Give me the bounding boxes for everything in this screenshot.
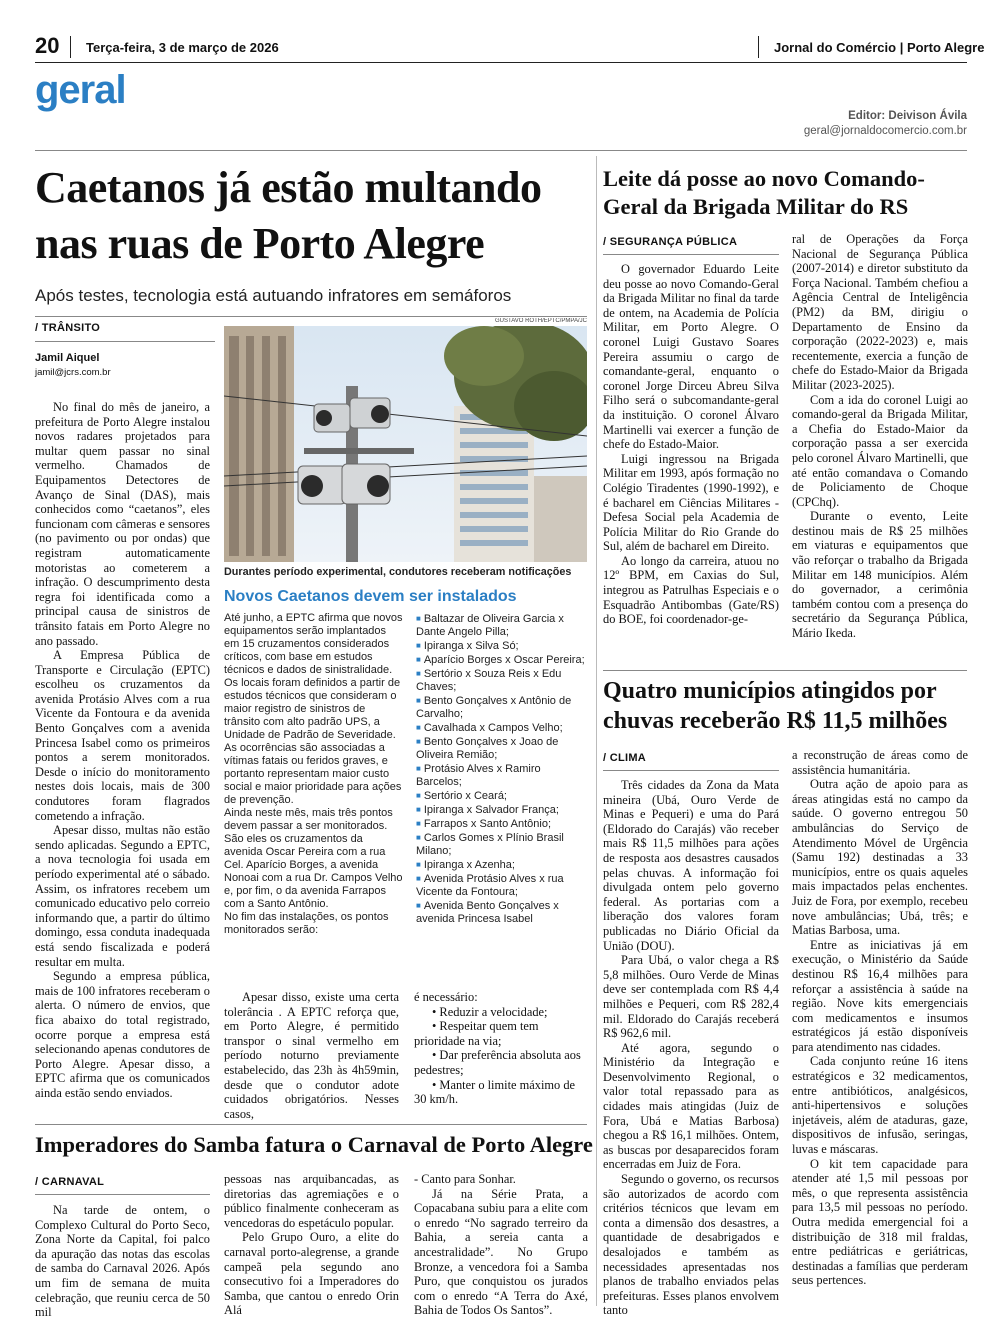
paragraph: Apesar disso, multas não estão sendo aplicadas. Segundo a EPTC, a nova tecnologia foi usada em período experimental até o sábado. Assim, os infratores recebem um comunicado educativo pelo correio informando que, a partir do último domingo, essa conduta inadequada está sendo fiscalizada e poderá resultar em multa. [35, 823, 210, 969]
paragraph: Ao longo da carreira, atuou no 12º BPM, em Caxias do Sul, integrou as Patrulhas Especiais e o Esquadrão Antibombas (Gate/RS) do BOE, foi coordenador-ge- [603, 553, 779, 627]
chuvas-top-rule [603, 670, 967, 671]
paragraph: Luigi ingressou na Brigada Militar em 1993, após formação no Colégio Tiradentes (1990-1992), e é bacharel em Ciências Militares - Defesa Social pela Academia de Polícia Militar do Rio Grande do Sul, além de bacharel em Direito. [603, 451, 779, 554]
subheadline-rule [35, 316, 587, 317]
bullet-item: • Manter o limite máximo de 30 km/h. [414, 1077, 576, 1107]
paragraph: Para Ubá, o valor chega a R$ 5,8 milhões. Ouro Verde de Minas deve ser contemplada com R$ 4,4 milhões e Pequeri, com R$ 282,4 mil. Eldorado do Carajás receberá R$ 962,6 mil. [603, 953, 779, 1041]
tag-rule [35, 341, 215, 342]
bullet-item: • Respeitar quem tem prioridade na via; [414, 1019, 539, 1048]
box-paragraph: Até junho, a EPTC afirma que novos equipamentos serão implantados em 15 cruzamentos considerados críticos, com base em estudos técnicos e dados de sinistralidade. Os locais foram definidos a partir de estudos técnicos que consideram o maior registro de sinistros de trânsito com alto padrão UPS, a Unidade de Padrão de Severidade. [224, 612, 403, 741]
paragraph: Cada conjunto reúne 16 itens estratégicos e 32 medicamentos, entre antibióticos, analgésicos, anti-hipertensivos e soluções injetáveis, além de ataduras, gaze, dispositivos de infusão, seringas, luvas e máscaras. [792, 1054, 968, 1157]
list-item: ■ Avenida Protásio Alves x rua Vicente da Fontoura; [416, 872, 588, 899]
main-subheadline: Após testes, tecnologia está autuando infratores em semáforos [35, 286, 512, 305]
paragraph: A Empresa Pública de Transporte e Circulação (EPTC) escolheu os cruzamentos da avenida Protásio Alves com a rua Vicente da Fontoura e da avenida Bento Gonçalves com a avenida Princesa Isabel como os primeiros pontos a serem monitorados. Desde o início do monitoramento nestes dois locais, mais de 300 condutores foram flagrados cometendo a infração. [35, 648, 210, 823]
list-item: ■ Avenida Bento Gonçalves x avenida Princesa Isabel [416, 899, 588, 926]
section-title: geral [35, 68, 126, 112]
list-item: ■ Bento Gonçalves x Antônio de Carvalho; [416, 694, 588, 721]
paragraph: ral de Operações da Força Nacional de Segurança Pública (2007-2014) e diretor substituto da Força Nacional. Também chefiou a Agência Central de Inteligência (PM2) da BM, dirigiu o Departamento de Ensino da corporação (2022-2023) e, mais recentemente, exercia a função de chefe do Estado-Maior da Brigada Militar (2023-2025). [792, 232, 968, 392]
section-rule [35, 150, 967, 151]
chuvas-tag: / CLIMA [603, 752, 647, 764]
brigada-headline-line2: Geral da Brigada Militar do RS [603, 194, 909, 219]
paragraph: Pelo Grupo Ouro, a elite do carnaval porto-alegrense, a grande campeã pela segundo ano consecutivo foi a Imperadores do Samba, que cantou o enredo Orin Alá [224, 1230, 399, 1318]
traffic-camera-illustration [224, 326, 587, 562]
header-rule [35, 62, 967, 63]
list-item: ■ Ipiranga x Azenha; [416, 858, 588, 872]
photo-caption: Durantes período experimental, condutores receberam notificações [224, 566, 572, 578]
page-date: Terça-feira, 3 de março de 2026 [86, 40, 279, 55]
list-item: ■ Aparício Borges x Oscar Pereira; [416, 653, 588, 667]
box-column-right [416, 612, 588, 926]
author-name: Jamil Aiquel [35, 352, 100, 364]
paragraph: O kit tem capacidade para atender até 1,5 mil pessoas por mês, o que representa assistência para 13,5 mil pessoas no período. Outra medida emergencial foi a distribuição de 318 mil fraldas, entre pediátricas e geriátricas, destinadas a famílias que perderam seus pertences. [792, 1156, 968, 1288]
list-item: ■ Ipiranga x Salvador França; [416, 803, 588, 817]
samba-column-2 [224, 1172, 399, 1318]
box-paragraph: As ocorrências são associadas a vítimas fatais ou feridos graves, e portanto representam maior custo social e maior prioridade para ações de prevenção. [224, 742, 402, 806]
traffic-camera-photo [224, 326, 587, 562]
list-item: ■ Sertório x Ceará; [416, 789, 588, 803]
editor-email: geral@jornaldocomercio.com.br [803, 125, 967, 137]
samba-column-1 [35, 1203, 210, 1320]
samba-column-3 [414, 1172, 588, 1318]
list-item: ■ Protásio Alves x Ramiro Barcelos; [416, 762, 588, 789]
chuvas-column-2 [792, 748, 968, 1288]
chuvas-headline-line1: Quatro municípios atingidos por [603, 678, 937, 704]
bullet-item: • Dar preferência absoluta aos pedestres; [414, 1048, 581, 1077]
paragraph: Três cidades da Zona da Mata mineira (Ubá, Ouro Verde de Minas e Pequeri) e uma do Pará (Eldorado do Carajás) vão receber mais R$ 11,5 milhões para ações de resposta aos desastres causados pelas chuvas. A informação foi divulgada ontem pelo governo federal. As portarias com a liberação dos valores foram publicadas no Diário Oficial da União (DOU). [603, 778, 779, 953]
samba-tag: / CARNAVAL [35, 1176, 105, 1188]
brigada-tag: / SEGURANÇA PÚBLICA [603, 236, 738, 248]
paragraph: Segundo a empresa pública, mais de 100 infratores receberam o alerta. O número de envios, que fica abaixo do total registrado, ocorre porque a empresa está selecionando apenas condutores de Porto Alegre. Apesar disso, a EPTC afirma que os comunicados ainda estão sendo enviados. [35, 969, 210, 1100]
chuvas-column-1 [603, 778, 779, 1318]
paragraph: O governador Eduardo Leite deu posse ao novo Comando-Geral da Brigada Militar no final da tarde de ontem, na Academia de Polícia Militar, em Porto Alegre. O coronel Luigi Gustavo Soares Pereira assumiu o cargo de comandante-geral, enquanto o coronel Jorge Dirceu Abreu Silva Filho será o subcomandante-geral da instituição. O coronel Álvaro Martinelli vai exercer a função de chefe do Estado-Maior. [603, 262, 779, 452]
main-article-column-2 [224, 990, 399, 1121]
column-divider [596, 156, 597, 1306]
publication-name: Jornal do Comércio | Porto Alegre [774, 40, 985, 55]
main-article-column-3 [414, 990, 588, 1107]
main-headline-line2: nas ruas de Porto Alegre [35, 219, 485, 268]
paragraph: - Canto para Sonhar. [414, 1172, 516, 1186]
samba-tag-rule [35, 1194, 210, 1195]
list-item: ■ Cavalhada x Campos Velho; [416, 721, 588, 735]
header-divider-vertical [758, 36, 759, 58]
brigada-column-2 [792, 232, 968, 641]
paragraph: Com a ida do coronel Luigi ao comando-geral da Brigada Militar, a Chefia do Estado-Maior da corporação passa a ser exercida pelo coronel Álvaro Martinelli, que até então comandava o Comando de Policiamento de Choque (CPChq). [792, 392, 968, 509]
bullet-item: • Reduzir a velocidade; [432, 1004, 548, 1019]
box-paragraph: Ainda neste mês, mais três pontos devem passar a ser monitorados. São eles os cruzamentos da avenida Oscar Pereira com a rua Cel. Aparício Borges, a avenida Nonoai com a rua Dr. Campos Velho e, por fim, o da avenida Farrapos com a Santo Antônio. [224, 807, 403, 910]
list-item: ■ Bento Gonçalves x Joao de Oliveira Remião; [416, 735, 588, 762]
list-item: ■ Farrapos x Santo Antônio; [416, 817, 588, 831]
paragraph: No final do mês de janeiro, a prefeitura de Porto Alegre instalou novos radares projetados para multar quem passar no sinal vermelho. Chamados de Equipamentos Detectores de Avanço de Sinal (DAS), mais conhecidos como “caetanos”, eles funcionam com câmeras e sensores (no pavimento ou por ondas) que registram automaticamente motoristas ao cometerem a infração. O descumprimento desta regra foi identificada como a principal causa de sinistros de trânsito fatais em Porto Alegre no ano passado. [35, 400, 210, 648]
list-item: ■ Ipiranga x Silva Só; [416, 639, 588, 653]
samba-top-rule [35, 1124, 587, 1125]
paragraph: Entre as iniciativas já em execução, o Ministério da Saúde destinou R$ 16,4 milhões para reforçar a assistência à saúde na região. Nove kits emergenciais com medicamentos e insumos estratégicos já estão disponíveis para atendimento nas cidades. [792, 937, 968, 1054]
chuvas-headline-line2: chuvas receberão R$ 11,5 milhões [603, 708, 948, 734]
header-divider-vertical [70, 36, 71, 58]
box-column-left [224, 612, 404, 937]
chuvas-tag-rule [603, 770, 779, 771]
brigada-column-1 [603, 262, 779, 627]
paragraph: a reconstrução de áreas como de assistência humanitária. [792, 748, 968, 777]
main-headline-line1: Caetanos já estão multando [35, 163, 542, 212]
box-title: Novos Caetanos devem ser instalados [224, 588, 517, 605]
paragraph: Já na Série Prata, a Copacabana subiu para a elite com o enredo “No sagrado terreiro da Bahia, a sereia canta a ancestralidade”. No Grupo Bronze, a vencedora foi a Samba Puro, que conquistou os jurados com o enredo “A Terra do Axé, Bahia de Todos Os Santos”. [414, 1186, 588, 1318]
paragraph: Apesar disso, existe uma certa tolerância . A EPTC reforça que, em Porto Alegre, é permitido transpor o sinal vermelho em período noturno previamente estabelecido, das 23h às 4h59min, desde que o condutor adote cuidados obrigatórios. Nesses casos, [224, 990, 399, 1121]
list-item: ■ Carlos Gomes x Plínio Brasil Milano; [416, 831, 588, 858]
list-item: ■ Baltazar de Oliveira Garcia x Dante Angelo Pilla; [416, 612, 588, 639]
paragraph: Durante o evento, Leite destinou mais de R$ 25 milhões em viaturas e equipamentos que vão reforçar o trabalho da Brigada Militar em 148 municípios. Além do governador, a cerimônia também contou com a presença do secretário da Segurança Pública, Mário Ikeda. [792, 509, 968, 641]
author-email: jamil@jcrs.com.br [35, 367, 111, 378]
brigada-tag-rule [603, 254, 779, 255]
main-article-column-1 [35, 400, 210, 1101]
brigada-headline-line1: Leite dá posse ao novo Comando- [603, 166, 925, 191]
paragraph: Na tarde de ontem, o Complexo Cultural do Porto Seco, Zona Norte da Capital, foi palco da apuração das notas das escolas de samba do Carnaval 2026. Após um fim de semana de muita celebração, que reuniu cerca de 50 mil [35, 1203, 210, 1320]
photo-credit: GUSTAVO ROTH/EPTC/PMPA/JC [494, 318, 587, 324]
page-number: 20 [35, 33, 60, 58]
samba-headline: Imperadores do Samba fatura o Carnaval de Porto Alegre [35, 1132, 593, 1157]
editor-name: Editor: Deivison Ávila [848, 110, 967, 122]
list-item: ■ Sertório x Souza Reis x Edu Chaves; [416, 667, 588, 694]
paragraph: Segundo o governo, os recursos são autorizados de acordo com critérios técnicos que levam em conta a dimensão dos desastres, a quantidade de desabrigados e desalojados e também as necessidades apresentadas nos planos de trabalho enviados pelas prefeituras. Esses planos envolvem tanto [603, 1172, 779, 1318]
paragraph: Outra ação de apoio para as áreas atingidas está no campo da saúde. O governo entregou 50 ambulâncias do Serviço de Atendimento Móvel de Urgência (Samu 192) destinadas a 33 municípios, entre os quais aqueles mais impactados pelas enchentes. Juiz de Fora, por exemplo, recebeu nove ambulâncias; Ubá, três; e Matias Barbosa, uma. [792, 777, 968, 938]
paragraph: Até agora, segundo o Ministério da Integração e Desenvolvimento Regional, o valor total repassado para as cidades mais atingidas (Juiz de Fora, Ubá e Matias Barbosa) chegou a R$ 16,1 milhões. Ontem, as buscas por desaparecidos foram encerradas em Juiz de Fora. [603, 1040, 779, 1172]
paragraph: pessoas nas arquibancadas, as diretorias das agremiações e o público finalmente conheceram as vencedoras do espetáculo popular. [224, 1172, 399, 1230]
main-tag: / TRÂNSITO [35, 322, 101, 334]
paragraph: é necessário: [414, 990, 478, 1004]
box-paragraph: No fim das instalações, os pontos monitorados serão: [224, 911, 389, 936]
